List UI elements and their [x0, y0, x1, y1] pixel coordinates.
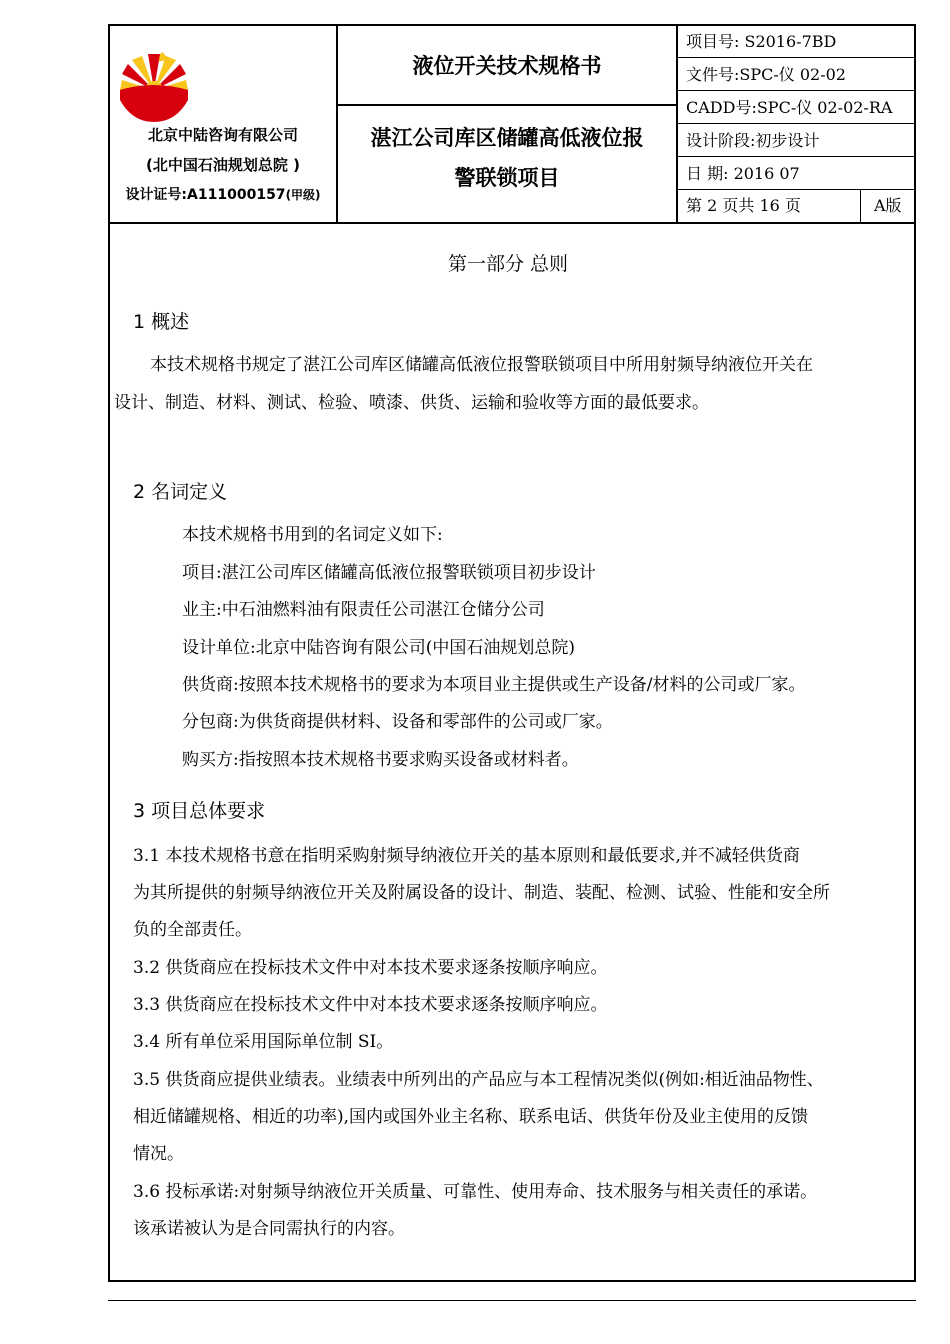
definition-line: 设计单位:北京中陆咨询有限公司(中国石油规划总院) — [182, 638, 575, 658]
requirement-line: 3.6 投标承诺:对射频导纳液位开关质量、可靠性、使用寿命、技术服务与相关责任的承诺。 — [133, 1182, 818, 1202]
requirement-line: 3.4 所有单位采用国际单位制 SI。 — [133, 1032, 394, 1052]
title-column — [338, 26, 678, 222]
info-column — [678, 26, 914, 222]
cell-divider — [860, 190, 861, 222]
cert-label: 设计证号: — [125, 187, 188, 203]
page-number: 第 2 页共 16 页 — [686, 196, 801, 215]
requirement-line: 相近储罐规格、相近的功率),国内或国外业主名称、联系电话、供货年份及业主使用的反馈 — [133, 1107, 809, 1127]
requirement-line: 情况。 — [133, 1144, 184, 1164]
company-block — [110, 26, 338, 222]
title-block — [110, 26, 914, 224]
requirement-line: 该承诺被认为是合同需执行的内容。 — [133, 1219, 405, 1239]
cert-number: A111000157 — [187, 187, 286, 203]
cadd-no: CADD号:SPC-仪 02-02-RA — [678, 92, 914, 124]
company-alias: (北中国石油规划总院 ) — [146, 156, 300, 174]
section-2-title: 2 名词定义 — [133, 481, 228, 503]
doc-title: 液位开关技术规格书 — [338, 26, 676, 106]
section-1-title: 1 概述 — [133, 311, 190, 333]
requirement-line: 3.3 供货商应在投标技术文件中对本技术要求逐条按顺序响应。 — [133, 995, 608, 1015]
design-stage: 设计阶段:初步设计 — [678, 125, 914, 157]
company-name: 北京中陆咨询有限公司 — [147, 126, 298, 144]
petrochina-logo-icon — [118, 50, 190, 122]
file-no: 文件号:SPC-仪 02-02 — [678, 59, 914, 91]
cert-grade: (甲级) — [285, 188, 321, 202]
cert-line — [110, 184, 336, 204]
definition-line: 本技术规格书用到的名词定义如下: — [182, 525, 443, 545]
project-no: 项目号: S2016-7BD — [678, 26, 914, 58]
requirement-line: 3.1 本技术规格书意在指明采购射频导纳液位开关的基本原则和最低要求,并不减轻供货商 — [133, 846, 800, 866]
revision: A版 — [874, 196, 902, 215]
requirement-line: 负的全部责任。 — [133, 920, 252, 940]
section-3-title: 3 项目总体要求 — [133, 800, 266, 822]
project-title — [346, 118, 668, 198]
definition-line: 分包商:为供货商提供材料、设备和零部件的公司或厂家。 — [182, 712, 613, 732]
requirement-line: 3.2 供货商应在投标技术文件中对本技术要求逐条按顺序响应。 — [133, 958, 608, 978]
requirement-line: 为其所提供的射频导纳液位开关及附属设备的设计、制造、装配、检测、试验、性能和安全所 — [133, 883, 830, 903]
part-title: 第一部分 总则 — [448, 253, 569, 275]
section-1-para-line: 本技术规格书规定了湛江公司库区储罐高低液位报警联锁项目中所用射频导纳液位开关在 — [150, 355, 813, 375]
definition-line: 供货商:按照本技术规格书的要求为本项目业主提供或生产设备/材料的公司或厂家。 — [182, 675, 806, 695]
footer-rule — [108, 1300, 916, 1301]
section-1-para-line: 设计、制造、材料、测试、检验、喷漆、供货、运输和验收等方面的最低要求。 — [114, 393, 709, 413]
requirement-line: 3.5 供货商应提供业绩表。业绩表中所列出的产品应与本工程情况类似(例如:相近油品物性、 — [133, 1070, 824, 1090]
date-row: 日 期: 2016 07 — [678, 158, 914, 190]
definition-line: 项目:湛江公司库区储罐高低液位报警联锁项目初步设计 — [182, 563, 596, 583]
definition-line: 业主:中石油燃料油有限责任公司湛江仓储分公司 — [182, 600, 545, 620]
project-title-line1: 湛江公司库区储罐高低液位报 — [370, 126, 644, 150]
definition-line: 购买方:指按照本技术规格书要求购买设备或材料者。 — [182, 750, 579, 770]
project-title-line2: 警联锁项目 — [454, 166, 560, 190]
page-row — [678, 190, 914, 222]
